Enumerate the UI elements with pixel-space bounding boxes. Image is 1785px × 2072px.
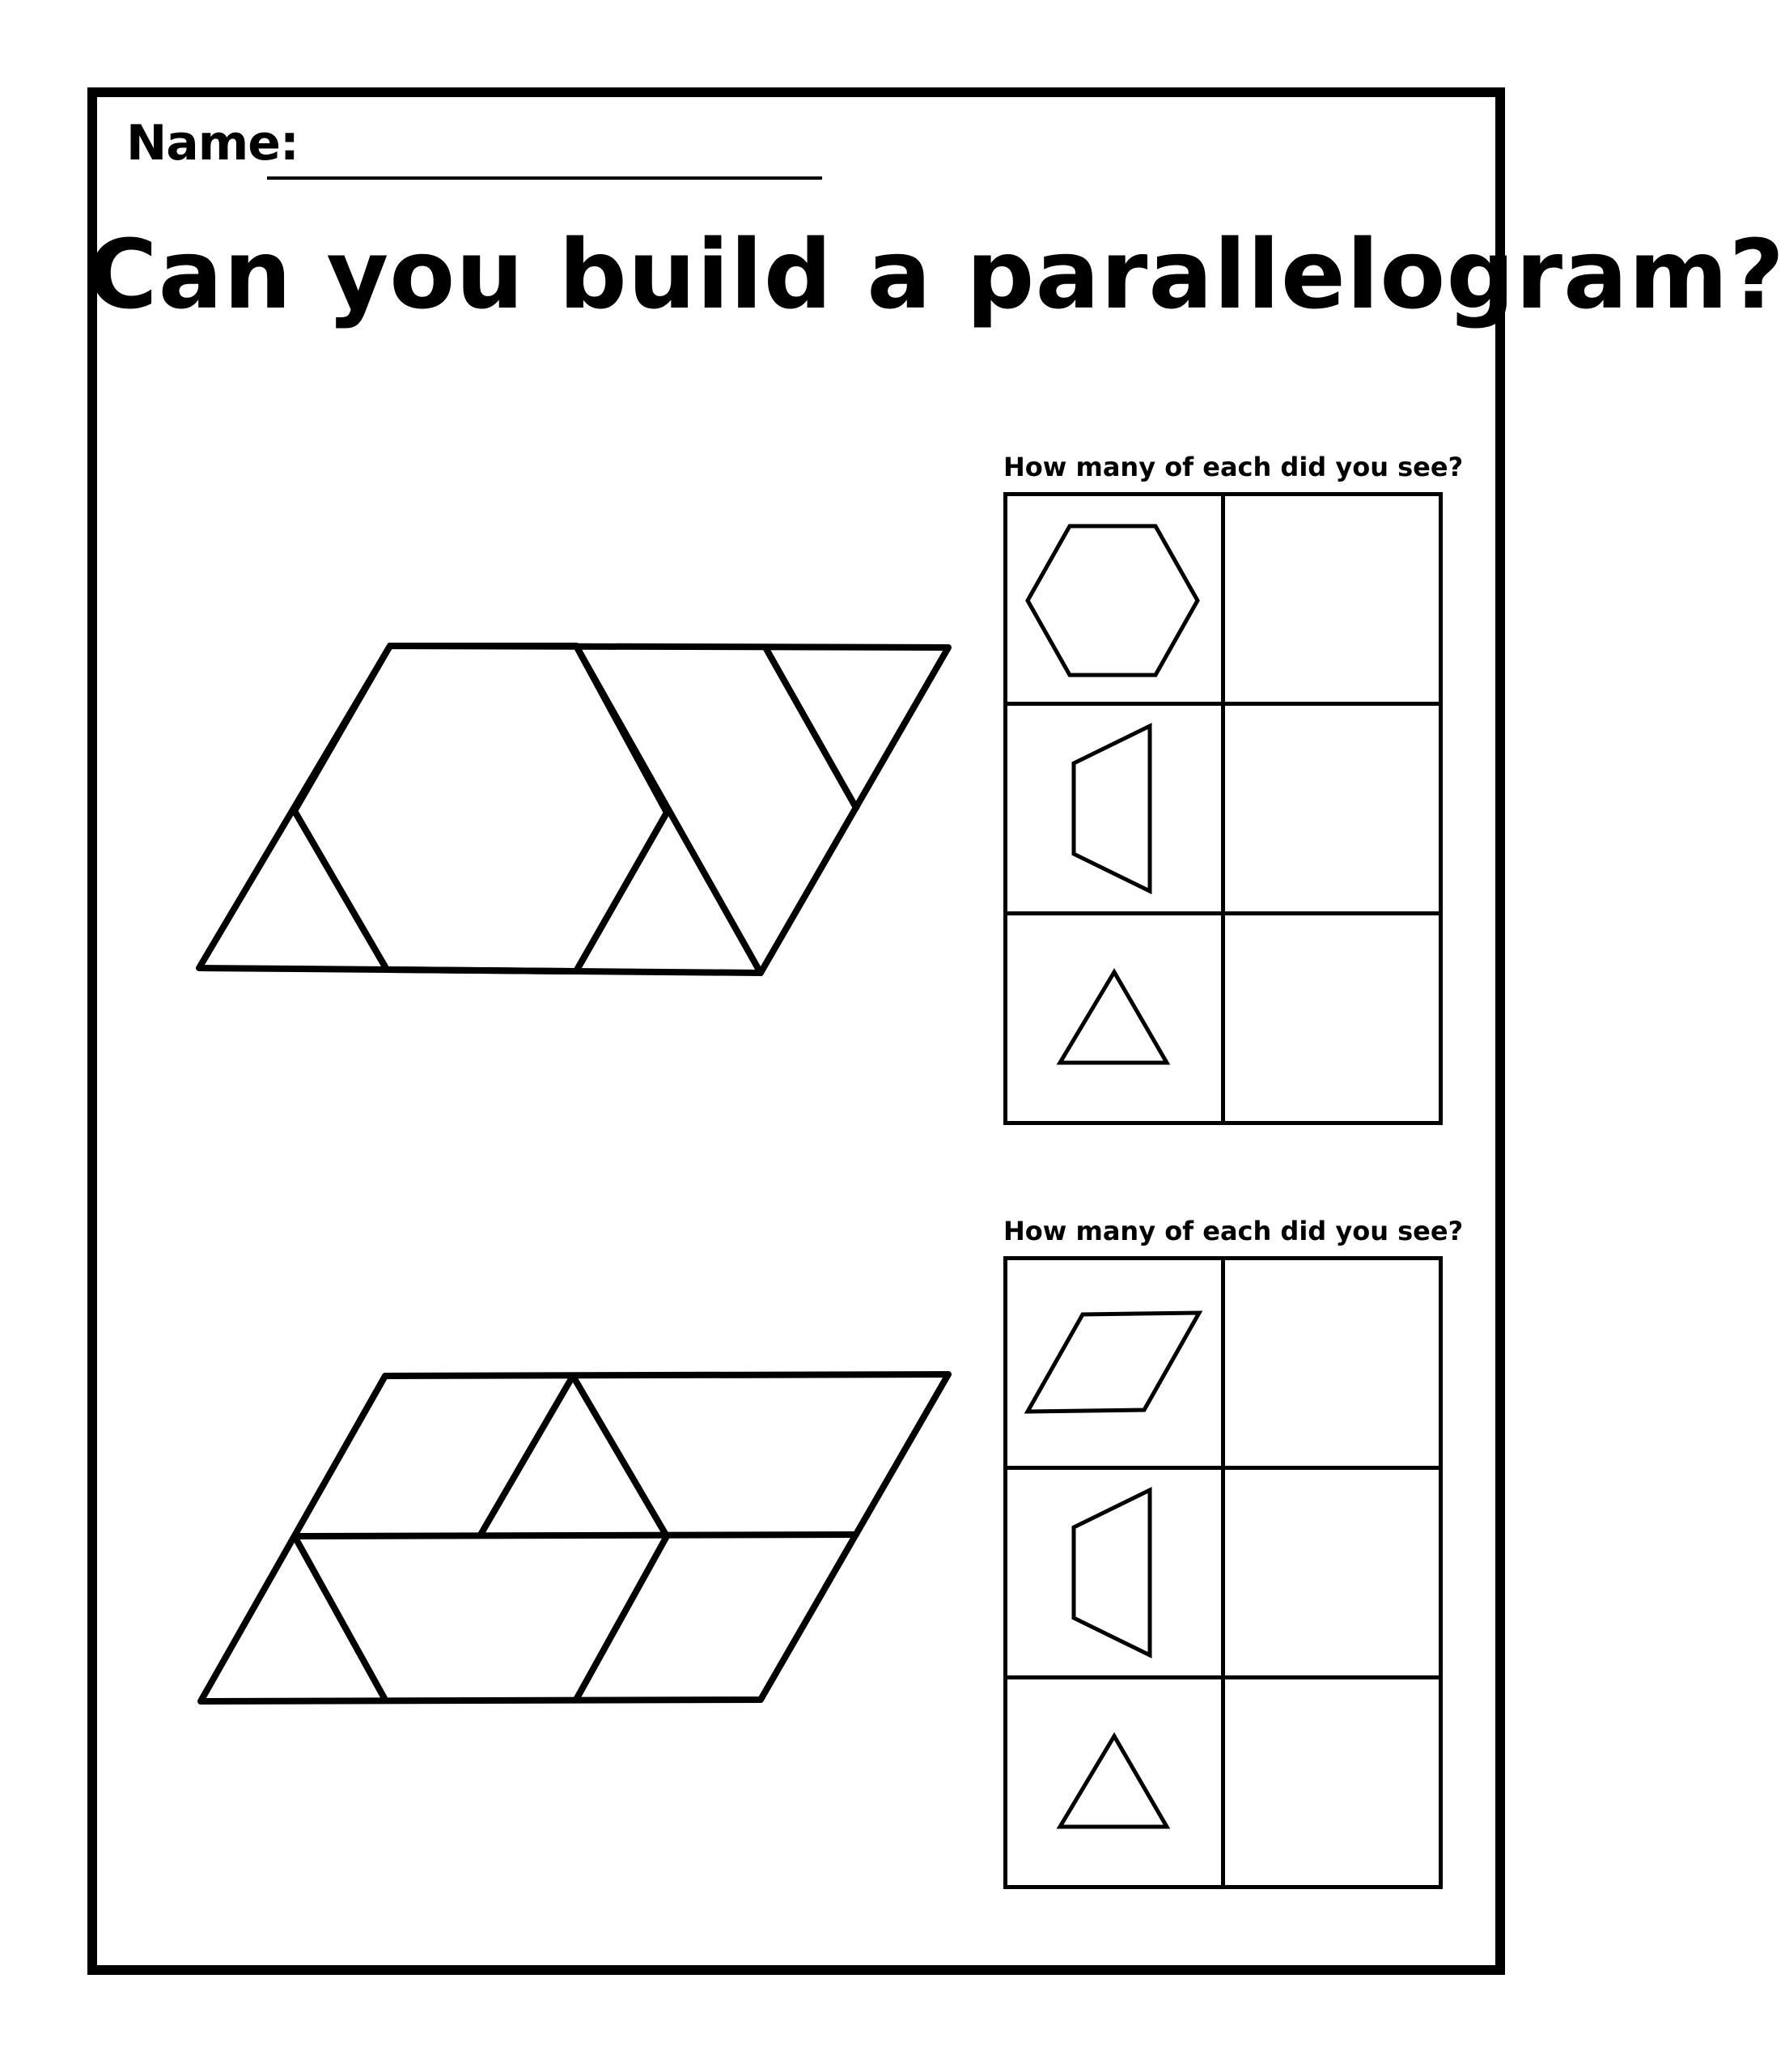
trapezoid-icon xyxy=(1066,720,1163,898)
count-table-1 xyxy=(1003,492,1443,1125)
count-answer-rhombus[interactable] xyxy=(1223,1259,1441,1468)
triangle-icon xyxy=(1054,966,1175,1071)
shape-cell xyxy=(1006,1468,1223,1678)
count-answer-trapezoid[interactable] xyxy=(1223,704,1441,914)
table-row xyxy=(1006,1259,1441,1468)
count-table-2 xyxy=(1003,1256,1443,1889)
name-label: Name: xyxy=(126,115,299,172)
page-title: Can you build a parallelogram? xyxy=(87,219,1785,330)
table-row xyxy=(1006,1468,1441,1678)
table-row xyxy=(1006,495,1441,704)
puzzle-1-parallelogram xyxy=(199,646,948,973)
puzzle-2-parallelogram xyxy=(201,1374,948,1701)
count-question-1: How many of each did you see? xyxy=(1003,452,1464,482)
count-answer-triangle[interactable] xyxy=(1223,914,1441,1123)
table-row xyxy=(1006,1678,1441,1887)
count-answer-triangle[interactable] xyxy=(1223,1678,1441,1887)
trapezoid-icon xyxy=(1066,1484,1163,1662)
count-question-2: How many of each did you see? xyxy=(1003,1216,1464,1246)
count-answer-hexagon[interactable] xyxy=(1223,495,1441,704)
table-row xyxy=(1006,914,1441,1123)
count-answer-trapezoid[interactable] xyxy=(1223,1468,1441,1678)
shape-cell xyxy=(1006,704,1223,914)
table-row xyxy=(1006,704,1441,914)
rhombus-icon xyxy=(1021,1306,1207,1420)
shape-cell xyxy=(1006,1259,1223,1468)
shape-cell xyxy=(1006,495,1223,704)
hexagon-icon xyxy=(1021,518,1207,680)
puzzle-1-hexagon xyxy=(295,646,667,971)
triangle-icon xyxy=(1054,1730,1175,1835)
shape-cell xyxy=(1006,914,1223,1123)
shape-cell xyxy=(1006,1678,1223,1887)
